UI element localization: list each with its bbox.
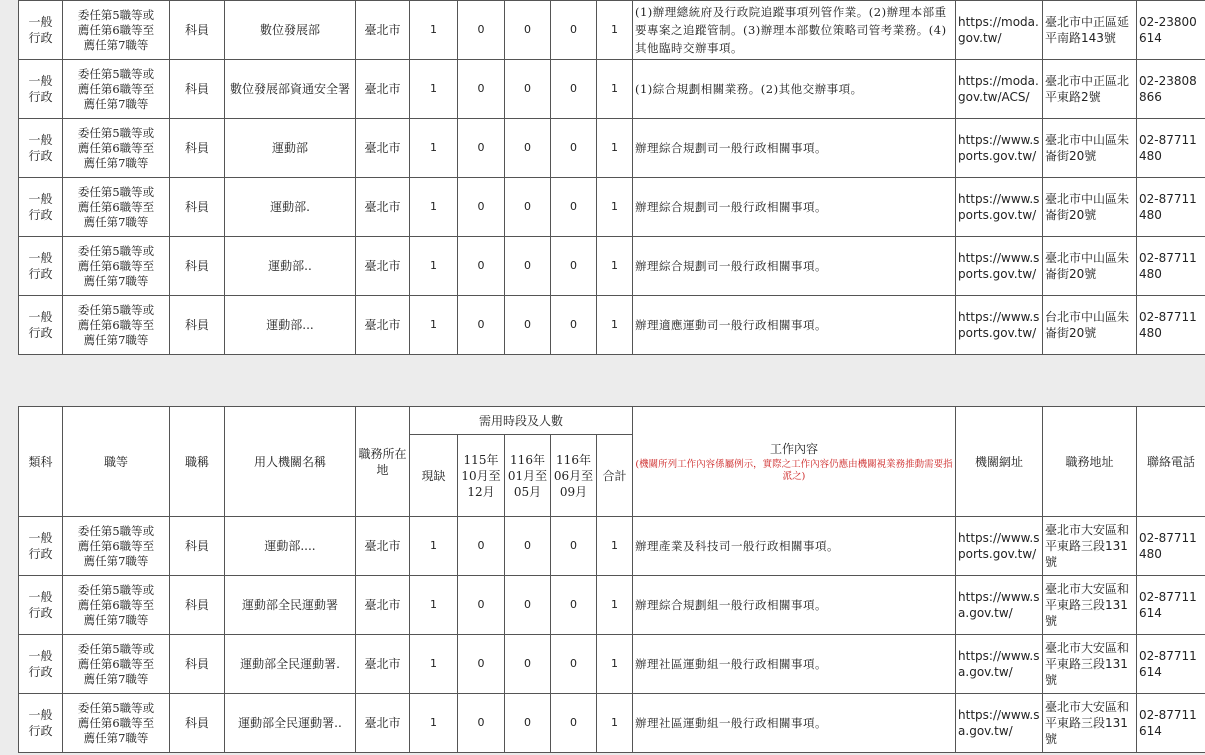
cell-grade: 委任第5職等或 薦任第6職等至 薦任第7職等 <box>63 576 170 635</box>
cell-period1: 0 <box>458 517 505 576</box>
cell-period1: 0 <box>458 237 505 296</box>
cell-location: 臺北市 <box>356 694 410 753</box>
cell-category: 一般 行政 <box>19 694 63 753</box>
cell-total: 1 <box>597 296 633 355</box>
cell-agency: 運動部 <box>225 119 356 178</box>
header-content <box>633 407 956 517</box>
cell-period1: 0 <box>458 635 505 694</box>
cell-location: 臺北市 <box>356 237 410 296</box>
header-category: 類科 <box>19 407 63 517</box>
cell-total: 1 <box>597 635 633 694</box>
cell-current: 1 <box>410 296 458 355</box>
cell-phone: 02-87711480 <box>1137 178 1205 237</box>
cell-content: 辦理綜合規劃組一般行政相關事項。 <box>633 576 956 635</box>
header-total: 合計 <box>597 435 633 517</box>
cell-total: 1 <box>597 60 633 119</box>
table-row <box>19 237 1205 296</box>
table-row <box>19 576 1205 635</box>
cell-address: 臺北市中山區朱崙街20號 <box>1043 237 1137 296</box>
cell-category: 一般 行政 <box>19 119 63 178</box>
cell-category: 一般 行政 <box>19 296 63 355</box>
cell-url[interactable]: https://moda.gov.tw/ACS/ <box>956 60 1043 119</box>
header-title: 職稱 <box>170 407 225 517</box>
cell-period2: 0 <box>505 119 551 178</box>
cell-phone: 02-87711480 <box>1137 119 1205 178</box>
cell-location: 臺北市 <box>356 178 410 237</box>
cell-total: 1 <box>597 237 633 296</box>
cell-period3: 0 <box>551 119 597 178</box>
cell-url[interactable]: https://www.sports.gov.tw/ <box>956 178 1043 237</box>
cell-period2: 0 <box>505 694 551 753</box>
cell-period2: 0 <box>505 517 551 576</box>
cell-address: 臺北市中山區朱崙街20號 <box>1043 178 1137 237</box>
cell-period1: 0 <box>458 1 505 60</box>
cell-grade: 委任第5職等或 薦任第6職等至 薦任第7職等 <box>63 694 170 753</box>
cell-period3: 0 <box>551 576 597 635</box>
cell-period3: 0 <box>551 178 597 237</box>
cell-total: 1 <box>597 178 633 237</box>
cell-period3: 0 <box>551 296 597 355</box>
cell-total: 1 <box>597 119 633 178</box>
cell-phone: 02-87711480 <box>1137 296 1205 355</box>
cell-url[interactable]: https://www.sa.gov.tw/ <box>956 576 1043 635</box>
cell-address: 臺北市大安區和平東路三段131號 <box>1043 694 1137 753</box>
cell-content: (1)辦理總統府及行政院追蹤事項列管作業。(2)辦理本部重要專案之追蹤管制。(3)辦理本部數位策略司管考業務。(4)其他臨時交辦事項。 <box>633 1 956 60</box>
cell-category: 一般 行政 <box>19 635 63 694</box>
cell-phone: 02-87711614 <box>1137 635 1205 694</box>
cell-location: 臺北市 <box>356 517 410 576</box>
cell-location: 臺北市 <box>356 1 410 60</box>
header-period2: 116年01月至05月 <box>505 435 551 517</box>
cell-phone: 02-87711480 <box>1137 517 1205 576</box>
cell-period2: 0 <box>505 1 551 60</box>
cell-period2: 0 <box>505 178 551 237</box>
table-row <box>19 1 1205 60</box>
cell-period3: 0 <box>551 635 597 694</box>
cell-content: 辦理綜合規劃司一般行政相關事項。 <box>633 119 956 178</box>
cell-grade: 委任第5職等或 薦任第6職等至 薦任第7職等 <box>63 119 170 178</box>
cell-agency: 運動部... <box>225 296 356 355</box>
cell-content: 辦理產業及科技司一般行政相關事項。 <box>633 517 956 576</box>
cell-total: 1 <box>597 517 633 576</box>
cell-content: 辦理社區運動組一般行政相關事項。 <box>633 635 956 694</box>
cell-location: 臺北市 <box>356 296 410 355</box>
table-row <box>19 178 1205 237</box>
cell-category: 一般 行政 <box>19 237 63 296</box>
cell-phone: 02-87711480 <box>1137 237 1205 296</box>
cell-agency: 運動部全民運動署. <box>225 635 356 694</box>
cell-address: 臺北市中正區延平南路143號 <box>1043 1 1137 60</box>
cell-content: 辦理綜合規劃司一般行政相關事項。 <box>633 237 956 296</box>
cell-location: 臺北市 <box>356 635 410 694</box>
cell-grade: 委任第5職等或 薦任第6職等至 薦任第7職等 <box>63 296 170 355</box>
cell-period1: 0 <box>458 296 505 355</box>
cell-grade: 委任第5職等或 薦任第6職等至 薦任第7職等 <box>63 517 170 576</box>
cell-phone: 02-23808866 <box>1137 60 1205 119</box>
cell-address: 臺北市中正區北平東路2號 <box>1043 60 1137 119</box>
cell-period1: 0 <box>458 60 505 119</box>
cell-title: 科員 <box>170 694 225 753</box>
cell-content: 辦理社區運動組一般行政相關事項。 <box>633 694 956 753</box>
header-agency: 用人機關名稱 <box>225 407 356 517</box>
cell-location: 臺北市 <box>356 60 410 119</box>
cell-current: 1 <box>410 635 458 694</box>
header-period3: 116年06月至09月 <box>551 435 597 517</box>
job-table-bottom <box>18 406 1205 753</box>
cell-period3: 0 <box>551 1 597 60</box>
cell-location: 臺北市 <box>356 576 410 635</box>
cell-current: 1 <box>410 1 458 60</box>
cell-current: 1 <box>410 119 458 178</box>
cell-phone: 02-87711614 <box>1137 694 1205 753</box>
header-current: 現缺 <box>410 435 458 517</box>
table-row <box>19 694 1205 753</box>
cell-title: 科員 <box>170 1 225 60</box>
cell-location: 臺北市 <box>356 119 410 178</box>
cell-grade: 委任第5職等或 薦任第6職等至 薦任第7職等 <box>63 1 170 60</box>
cell-agency: 運動部.. <box>225 237 356 296</box>
cell-total: 1 <box>597 694 633 753</box>
header-phone: 聯絡電話 <box>1137 407 1205 517</box>
cell-title: 科員 <box>170 635 225 694</box>
cell-period1: 0 <box>458 119 505 178</box>
cell-period2: 0 <box>505 60 551 119</box>
cell-title: 科員 <box>170 517 225 576</box>
cell-title: 科員 <box>170 119 225 178</box>
cell-period2: 0 <box>505 296 551 355</box>
cell-period3: 0 <box>551 60 597 119</box>
cell-period3: 0 <box>551 237 597 296</box>
cell-title: 科員 <box>170 60 225 119</box>
cell-period2: 0 <box>505 635 551 694</box>
header-address: 職務地址 <box>1043 407 1137 517</box>
cell-current: 1 <box>410 517 458 576</box>
header-location: 職務所在地 <box>356 407 410 517</box>
cell-grade: 委任第5職等或 薦任第6職等至 薦任第7職等 <box>63 178 170 237</box>
table-row <box>19 119 1205 178</box>
header-period-group: 需用時段及人數 <box>410 407 633 435</box>
cell-total: 1 <box>597 576 633 635</box>
cell-period3: 0 <box>551 694 597 753</box>
cell-phone: 02-23800614 <box>1137 1 1205 60</box>
cell-title: 科員 <box>170 178 225 237</box>
cell-url[interactable]: https://moda.gov.tw/ <box>956 1 1043 60</box>
cell-address: 臺北市中山區朱崙街20號 <box>1043 119 1137 178</box>
cell-grade: 委任第5職等或 薦任第6職等至 薦任第7職等 <box>63 635 170 694</box>
cell-agency: 運動部全民運動署 <box>225 576 356 635</box>
cell-phone: 02-87711614 <box>1137 576 1205 635</box>
cell-agency: 運動部.... <box>225 517 356 576</box>
cell-url[interactable]: https://www.sa.gov.tw/ <box>956 635 1043 694</box>
cell-category: 一般 行政 <box>19 576 63 635</box>
cell-period1: 0 <box>458 694 505 753</box>
cell-title: 科員 <box>170 576 225 635</box>
header-content-note: (機關所列工作內容係屬例示，實際之工作內容仍應由機關視業務推動需要指派之) <box>635 458 953 482</box>
header-period1: 115年10月至12月 <box>458 435 505 517</box>
cell-url[interactable]: https://www.sa.gov.tw/ <box>956 694 1043 753</box>
cell-grade: 委任第5職等或 薦任第6職等至 薦任第7職等 <box>63 60 170 119</box>
cell-period1: 0 <box>458 178 505 237</box>
cell-url[interactable]: https://www.sports.gov.tw/ <box>956 119 1043 178</box>
cell-agency: 數位發展部資通安全署 <box>225 60 356 119</box>
cell-url[interactable]: https://www.sports.gov.tw/ <box>956 517 1043 576</box>
cell-category: 一般 行政 <box>19 60 63 119</box>
cell-category: 一般 行政 <box>19 1 63 60</box>
table-row <box>19 517 1205 576</box>
cell-address: 臺北市大安區和平東路三段131號 <box>1043 576 1137 635</box>
cell-content: 辦理適應運動司一般行政相關事項。 <box>633 296 956 355</box>
table-row <box>19 60 1205 119</box>
cell-title: 科員 <box>170 237 225 296</box>
job-table-top <box>18 0 1205 355</box>
cell-content: 辦理綜合規劃司一般行政相關事項。 <box>633 178 956 237</box>
cell-grade: 委任第5職等或 薦任第6職等至 薦任第7職等 <box>63 237 170 296</box>
header-content-label: 工作內容 <box>770 441 819 456</box>
cell-title: 科員 <box>170 296 225 355</box>
cell-category: 一般 行政 <box>19 517 63 576</box>
cell-address: 臺北市大安區和平東路三段131號 <box>1043 635 1137 694</box>
cell-period2: 0 <box>505 237 551 296</box>
cell-content: (1)綜合規劃相關業務。(2)其他交辦事項。 <box>633 60 956 119</box>
cell-period3: 0 <box>551 517 597 576</box>
cell-current: 1 <box>410 694 458 753</box>
cell-current: 1 <box>410 576 458 635</box>
cell-agency: 數位發展部 <box>225 1 356 60</box>
header-url: 機關網址 <box>956 407 1043 517</box>
cell-period2: 0 <box>505 576 551 635</box>
cell-url[interactable]: https://www.sports.gov.tw/ <box>956 237 1043 296</box>
cell-address: 臺北市大安區和平東路三段131號 <box>1043 517 1137 576</box>
cell-current: 1 <box>410 178 458 237</box>
cell-current: 1 <box>410 237 458 296</box>
table-row <box>19 296 1205 355</box>
table-row <box>19 635 1205 694</box>
cell-agency: 運動部. <box>225 178 356 237</box>
cell-address: 台北市中山區朱崙街20號 <box>1043 296 1137 355</box>
cell-period1: 0 <box>458 576 505 635</box>
cell-category: 一般 行政 <box>19 178 63 237</box>
cell-agency: 運動部全民運動署.. <box>225 694 356 753</box>
cell-current: 1 <box>410 60 458 119</box>
header-grade: 職等 <box>63 407 170 517</box>
cell-total: 1 <box>597 1 633 60</box>
cell-url[interactable]: https://www.sports.gov.tw/ <box>956 296 1043 355</box>
